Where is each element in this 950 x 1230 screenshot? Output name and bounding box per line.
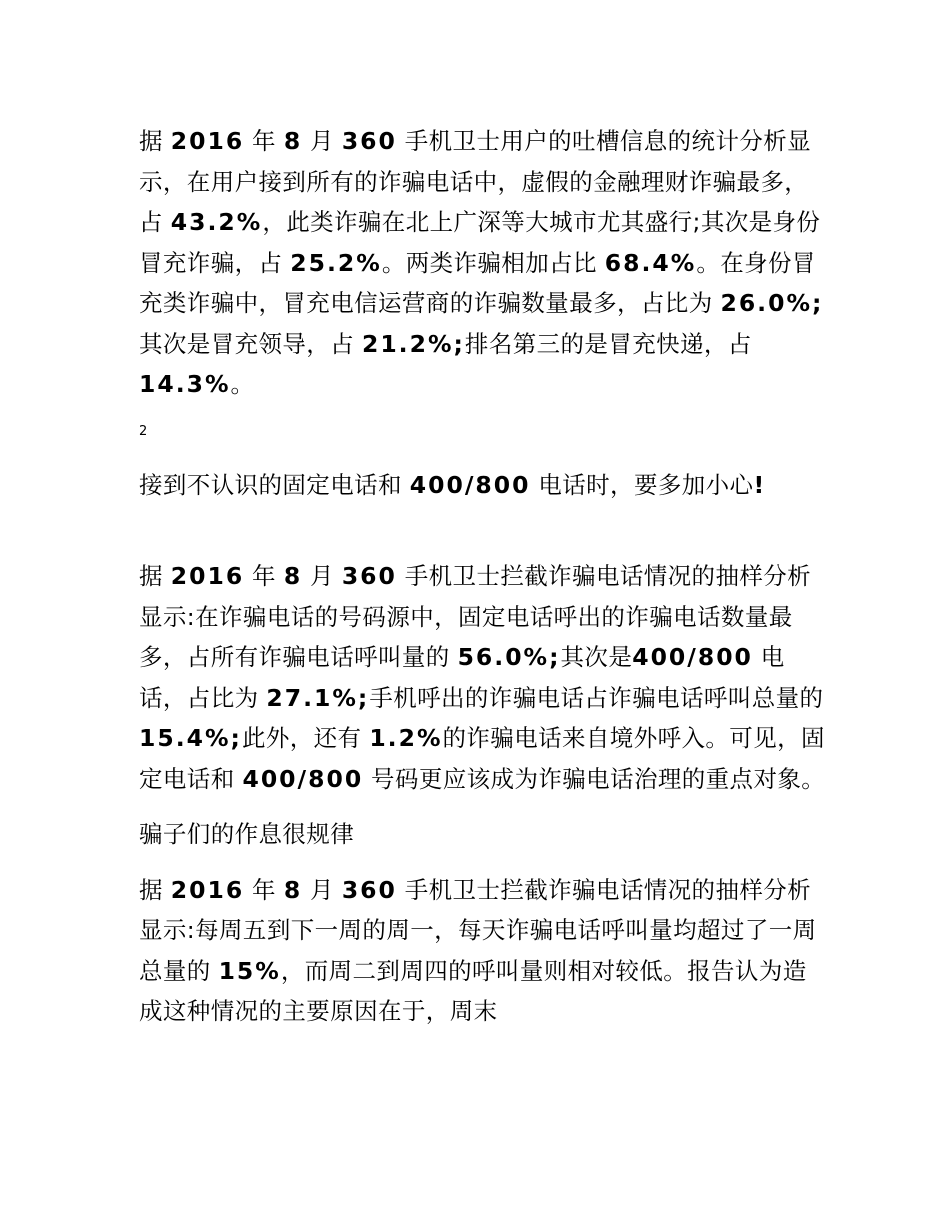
text-run: 此外，还有	[241, 724, 370, 752]
bold-figure: 8	[283, 875, 303, 904]
bold-figure: !	[753, 470, 767, 499]
bold-figure: 2016	[170, 875, 245, 904]
bold-figure: 43.2%	[170, 208, 263, 236]
bold-figure: 8	[283, 127, 303, 155]
bold-figure: 360	[341, 875, 397, 904]
text-run: 号码更应该成为诈骗电话治理的重点对象。	[363, 764, 826, 793]
paragraph-warning	[139, 465, 830, 506]
text-run: 据	[139, 875, 171, 904]
paragraph-weekly-pattern	[139, 870, 830, 1032]
text-run: 其次是冒充领导，占	[139, 329, 362, 358]
text-run: 据	[139, 562, 171, 590]
text-run: 月	[302, 562, 342, 590]
text-run: 年	[244, 562, 284, 590]
bold-figure: 8	[283, 562, 303, 590]
text-run: 手机卫士拦截诈骗电话情况的抽样分析显示:在诈骗电话的号码源中，固定电话呼出的诈骗电话数量最多，占所有诈骗电话呼叫量的	[139, 562, 812, 671]
bold-figure: 15.4%;	[139, 724, 242, 752]
bold-figure: 400/800	[242, 764, 364, 793]
text-run: ，而周二到周四的呼叫量则相对较低。报告认为造成这种情况的主要原因在于，周末	[139, 956, 807, 1025]
text-run: 据	[139, 127, 171, 155]
bold-figure: 360	[341, 562, 397, 590]
text-run: 手机卫士拦截诈骗电话情况的抽样分析显示:每周五到下一周的周一，每天诈骗电话呼叫量均超过了一周总量的	[139, 875, 817, 985]
bold-figure: 400/800	[632, 643, 753, 671]
text-run: 月	[302, 875, 342, 904]
bold-figure: 1.2%	[369, 724, 443, 752]
text-run: 。两类诈骗相加占比	[381, 248, 605, 277]
text-run: 年	[244, 875, 284, 904]
text-run: 其次是	[560, 643, 633, 671]
bold-figure: 15%	[218, 956, 281, 985]
text-run: 的诈骗电话来自境外呼入。可见，固定电话和	[139, 724, 825, 793]
paragraph-number-sources	[139, 556, 830, 799]
bold-figure: 25.2%	[290, 248, 382, 277]
text-run: 电话时，要多加小心	[530, 470, 754, 499]
bold-figure: 360	[341, 127, 397, 155]
bold-figure: 27.1%;	[266, 683, 370, 712]
text-run: 。在身份冒充类诈骗中，冒充电信运营商的诈骗数量最多，占比为	[139, 248, 816, 317]
bold-figure: 68.4%	[604, 248, 697, 277]
text-run: 接到不认识的固定电话和	[139, 470, 410, 499]
text-run: 手机卫士用户的吐槽信息的统计分析显示，在用户接到所有的诈骗电话中，虚假的金融理财诈骗最多，占	[139, 127, 812, 236]
bold-figure: 14.3%	[139, 370, 231, 398]
text-run: 骗子们的作息很规律	[139, 820, 355, 848]
text-run: 。	[230, 370, 255, 398]
text-run: 手机呼出的诈骗电话占诈骗电话呼叫总量的	[369, 683, 824, 712]
text-run: 年	[244, 127, 284, 155]
bold-figure: 2016	[170, 127, 245, 155]
bold-figure: 2016	[170, 562, 245, 590]
text-run: ，此类诈骗在北上广深等大城市尤其盛行;其次是身份冒充诈骗，占	[139, 208, 821, 277]
bold-figure: 26.0%;	[720, 289, 824, 317]
page-number: 2	[139, 423, 148, 439]
section-heading-schedule	[139, 814, 830, 855]
bold-figure: 56.0%;	[457, 643, 561, 671]
bold-figure: 21.2%;	[361, 329, 465, 358]
text-run: 月	[302, 127, 342, 155]
bold-figure: 400/800	[409, 470, 531, 499]
text-run: 排名第三的是冒充快递，占	[464, 329, 752, 358]
paragraph-fraud-types	[139, 121, 830, 405]
text-run: 电话，占比为	[139, 643, 785, 712]
